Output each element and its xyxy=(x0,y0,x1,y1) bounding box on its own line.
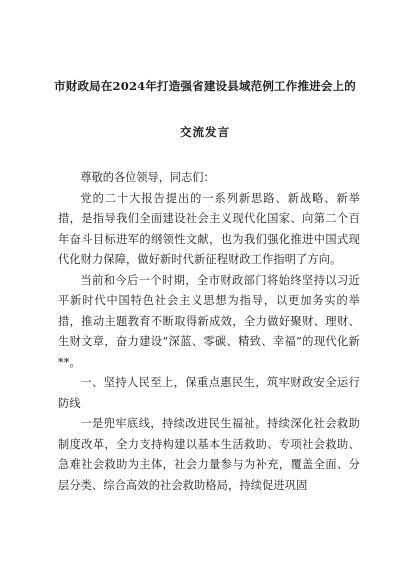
paragraph: 党的二十大报告提出的一系列新思路、新战略、新举措，是指导我们全面建设社会主义现代化国家、向第二个百年奋斗目标进军的纲领性文献，也为我们强化推进中国式现代化财力保障，做好新时代新征程财政工作指明了方向。 xyxy=(58,191,360,266)
section-heading: 一、坚持人民至上，保重点惠民生，筑牢财政安全运行防线 xyxy=(58,376,360,410)
document-title: 市财政局在2024年打造强省建设县域范例工作推进会上的 xyxy=(54,79,356,93)
document-body xyxy=(58,168,360,496)
salutation: 尊敬的各位领导，同志们： xyxy=(80,171,215,184)
document-title-continued: 交流发言 xyxy=(180,125,230,139)
paragraph: 一是兜牢底线，持续改进民生福祉。持续深化社会救助制度改革，全力支持构建以基本生活救助、专项社会救助、急难社会救助为主体，社会力量参与为补充，覆盖全面、分层分类、综合高效的社会救助格局，持续促进巩固 xyxy=(58,417,360,492)
paragraph: 当前和今后一个时期，全市财政部门将始终坚持以习近平新时代中国特色社会主义思想为指导，以更加务实的举措，推动主题教育不断取得新成效，全力做好聚财、理财、生财文章，奋力建设“深蓝、零碳、精致、幸福”的现代化新**。 xyxy=(58,273,360,369)
